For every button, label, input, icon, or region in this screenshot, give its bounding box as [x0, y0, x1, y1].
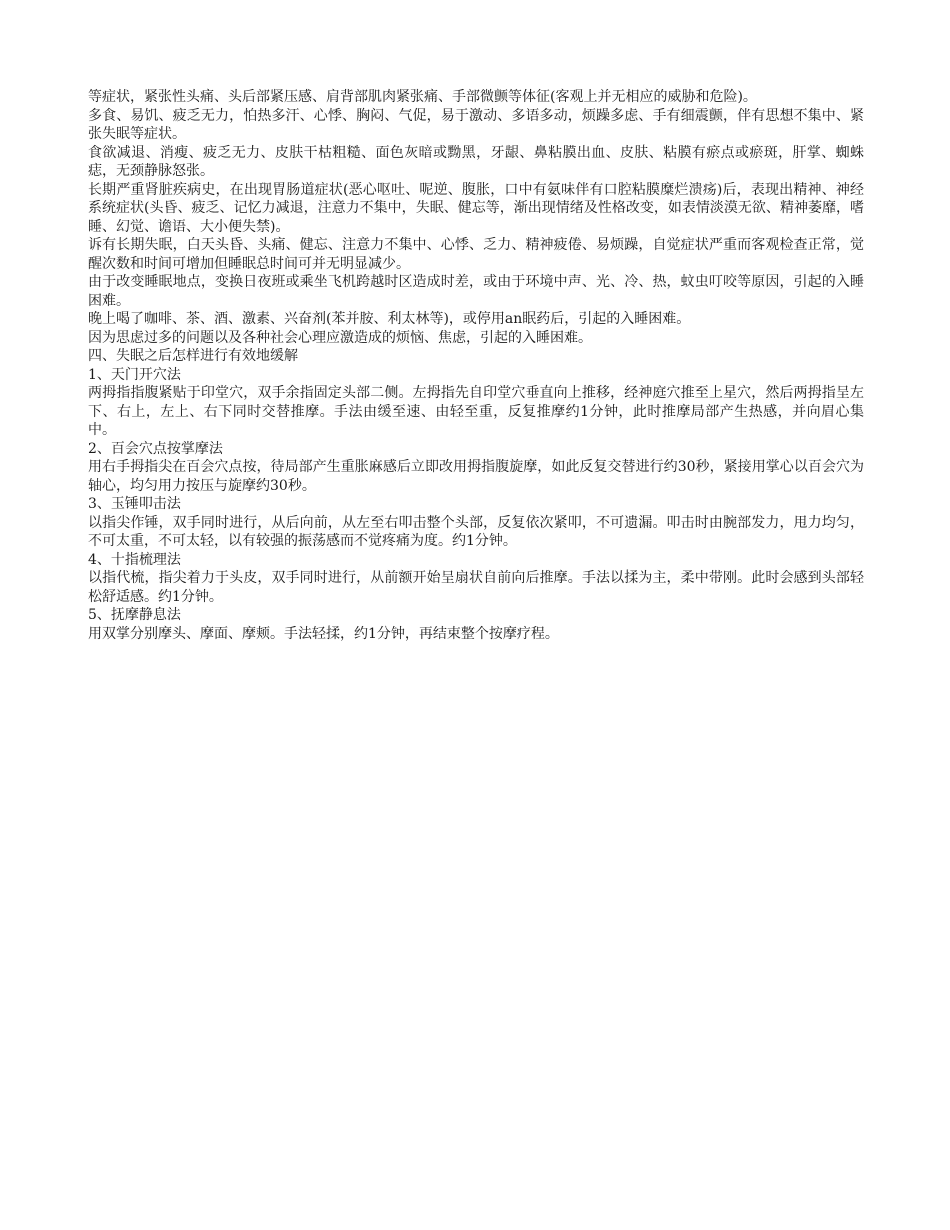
section-heading-relief: 四、失眠之后怎样进行有效地缓解 [88, 348, 298, 364]
method-text-4: 以指代梳，指尖着力于头皮，双手同时进行，从前额开始呈扇状自前向后推摩。手法以揉为主，柔中带刚。此时会感到头部轻松舒适感。约1分钟。 [88, 570, 864, 605]
paragraph-cause-environment: 由于改变睡眠地点，变换日夜班或乘坐飞机跨越时区造成时差，或由于环境中声、光、冷、热，蚊虫叮咬等原因，引起的入睡困难。 [88, 274, 864, 309]
method-text-3: 以指尖作锤，双手同时进行，从后向前，从左至右叩击整个头部，反复依次紧叩，不可遗漏。叩击时由腕部发力，甩力均匀，不可太重，不可太轻，以有较强的振荡感而不觉疼痛为度。约1分钟。 [88, 514, 864, 549]
method-heading-1: 1、天门开穴法 [88, 366, 181, 383]
method-text-5: 用双掌分别摩头、摩面、摩颊。手法轻揉，约1分钟，再结束整个按摩疗程。 [88, 625, 559, 642]
method-heading-2: 2、百会穴点按掌摩法 [88, 440, 223, 457]
paragraph-symptoms-hyperthyroid: 多食、易饥、疲乏无力，怕热多汗、心悸、胸闷、气促，易于激动、多语多动，烦躁多虑、手有细震颤，伴有思想不集中、紧张失眠等症状。 [88, 107, 864, 142]
paragraph-symptoms-tension: 等症状，紧张性头痛、头后部紧压感、肩背部肌肉紧张痛、手部微颤等体征(客观上并无相应的威胁和危险)。 [88, 89, 757, 105]
paragraph-cause-stimulants: 晚上喝了咖啡、茶、酒、激素、兴奋剂(苯并胺、利太林等)，或停用an眠药后，引起的入睡困难。 [88, 311, 691, 327]
method-heading-3: 3、玉锤叩击法 [88, 496, 181, 512]
paragraph-symptoms-chronic-insomnia: 诉有长期失眠，白天头昏、头痛、健忘、注意力不集中、心悸、乏力、精神疲倦、易烦躁，自觉症状严重而客观检查正常，觉醒次数和时间可增加但睡眠总时间可并无明显减少。 [88, 237, 864, 272]
method-text-2: 用右手拇指尖在百会穴点按，待局部产生重胀麻感后立即改用拇指腹旋摩，如此反复交替进行约30秒，紧接用掌心以百会穴为轴心，均匀用力按压与旋摩约30秒。 [88, 459, 864, 494]
paragraph-cause-anxiety: 因为思虑过多的问题以及各种社会心理应激造成的烦恼、焦虑，引起的入睡困难。 [88, 329, 592, 346]
paragraph-symptoms-liver: 食欲减退、消瘦、疲乏无力、皮肤干枯粗糙、面色灰暗或黝黑，牙龈、鼻粘膜出血、皮肤、粘膜有瘀点或瘀斑，肝掌、蜘蛛痣，无颈静脉怒张。 [88, 144, 864, 179]
document-body [88, 88, 864, 643]
paragraph-symptoms-kidney: 长期严重肾脏疾病史，在出现胃肠道症状(恶心呕吐、呢逆、腹胀，口中有氨味伴有口腔粘膜糜烂溃疡)后，表现出精神、神经系统症状(头昏、疲乏、记忆力减退，注意力不集中，失眠、健忘等，渐出现情绪及性格改变，如表情淡漠无欲、精神萎靡，嗜睡、幻觉、谵语、大小便失禁)。 [88, 181, 864, 235]
method-text-1: 两拇指指腹紧贴于印堂穴，双手余指固定头部二侧。左拇指先自印堂穴垂直向上推移，经神庭穴推至上星穴，然后两拇指呈左下、右上，左上、右下同时交替推摩。手法由缓至速、由轻至重，反复推摩约1分钟，此时推摩局部产生热感，并向眉心集中。 [88, 385, 864, 438]
method-heading-4: 4、十指梳理法 [88, 551, 181, 568]
method-heading-5: 5、抚摩静息法 [88, 607, 181, 623]
